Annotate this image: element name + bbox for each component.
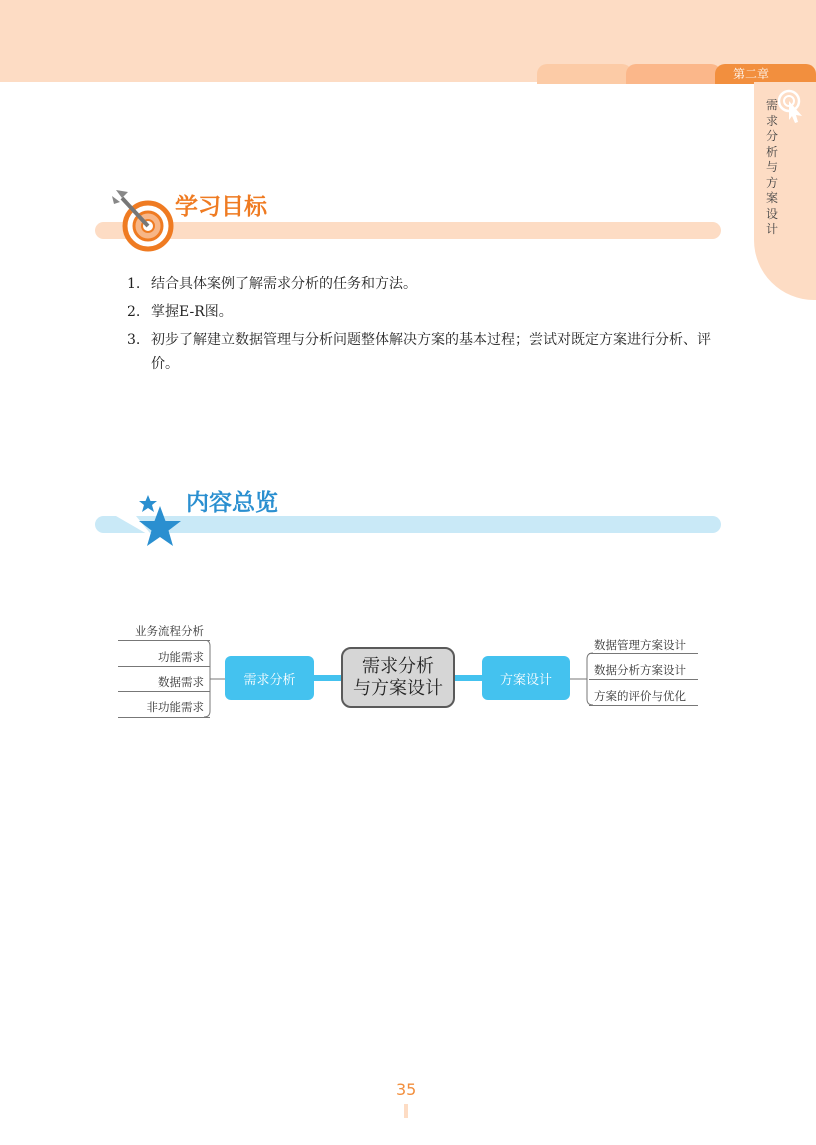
center-line-1: 需求分析 <box>362 655 434 677</box>
leaf-underline <box>118 717 210 718</box>
right-branch-node: 方案设计 <box>482 656 570 700</box>
objective-number: 1. <box>127 276 141 292</box>
objective-item <box>127 300 727 324</box>
cursor-target-icon <box>778 88 804 128</box>
target-arrow-icon <box>110 188 176 254</box>
mindmap-leaf: 数据分析方案设计 <box>594 663 686 677</box>
leaf-underline <box>589 679 698 680</box>
star-icon <box>116 488 190 552</box>
leaf-underline <box>118 666 210 667</box>
mindmap-center-node <box>341 647 455 708</box>
objective-number: 2. <box>127 304 141 320</box>
objective-text: 结合具体案例了解需求分析的任务和方法。 <box>151 276 417 292</box>
page-number: 35 <box>396 1080 417 1099</box>
leaf-underline <box>589 653 698 654</box>
objective-number: 3. <box>127 332 141 348</box>
leaf-underline <box>589 705 698 706</box>
chapter-tab-back-2 <box>626 64 721 84</box>
left-bracket-connector <box>203 640 227 718</box>
right-connector <box>455 675 482 681</box>
mindmap-leaf: 非功能需求 <box>146 700 204 714</box>
center-line-2: 与方案设计 <box>353 677 443 699</box>
leaf-underline <box>118 640 210 641</box>
objective-text: 掌握E-R图。 <box>151 304 233 320</box>
left-branch-node: 需求分析 <box>225 656 314 700</box>
objective-text: 初步了解建立数据管理与分析问题整体解决方案的基本过程；尝试对既定方案进行分析、评价。 <box>151 332 711 372</box>
objectives-heading-bar <box>95 222 721 239</box>
left-connector <box>314 675 341 681</box>
chapter-tab-back-1 <box>537 64 632 84</box>
objective-item <box>127 272 727 296</box>
side-chapter-title: 需求分析与方案设计 <box>765 98 778 236</box>
page-number-tick <box>404 1104 408 1118</box>
mindmap-leaf: 功能需求 <box>158 650 204 664</box>
mindmap-leaf: 方案的评价与优化 <box>594 689 686 703</box>
mindmap-leaf: 数据管理方案设计 <box>594 638 686 652</box>
objective-item <box>127 328 727 376</box>
mindmap-leaf: 业务流程分析 <box>135 624 204 638</box>
objectives-heading: 学习目标 <box>175 194 267 220</box>
mindmap-leaf: 数据需求 <box>158 675 204 689</box>
leaf-underline <box>118 691 210 692</box>
chapter-tab: 第二章 <box>715 64 816 84</box>
objectives-list <box>127 272 727 380</box>
overview-heading: 内容总览 <box>186 490 278 516</box>
